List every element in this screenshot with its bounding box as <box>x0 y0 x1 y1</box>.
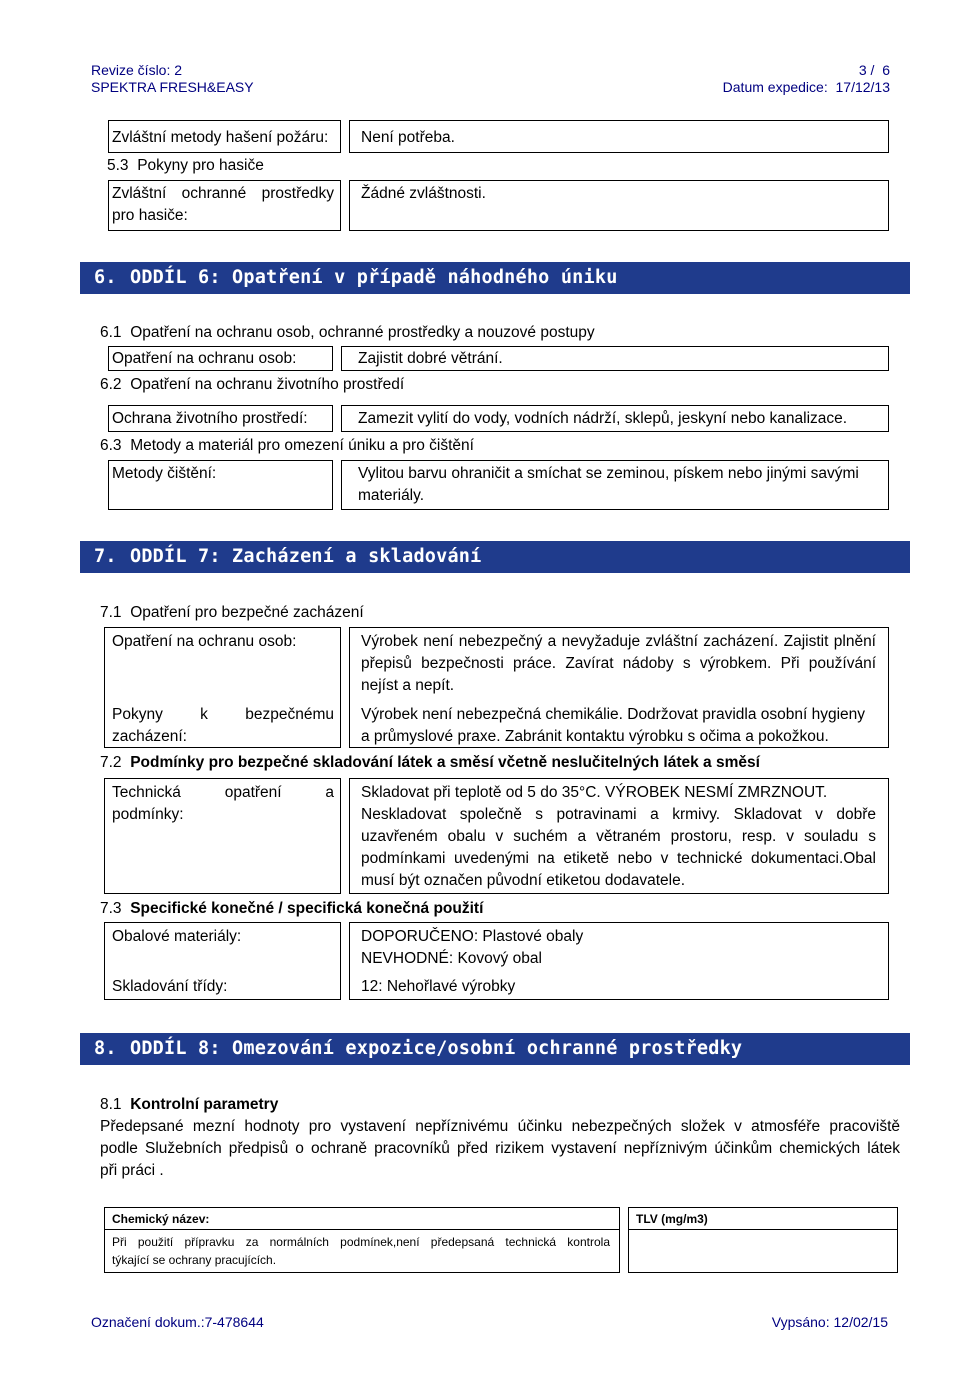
s81-paragraph-line1: Předepsané mezní hodnoty pro vystavení nepříznivému účinku nebezpečných složek v atmosféře pracoviště <box>100 1118 900 1135</box>
s73-packaging-value-line1: DOPORUČENO: Plastové obaly <box>361 928 584 945</box>
section-7-header <box>80 541 910 573</box>
s61-value: Zajistit dobré větrání. <box>358 350 503 367</box>
section-8-header <box>80 1033 910 1065</box>
firefighter-equipment-label-line1: Zvláštní ochranné prostředky <box>112 185 334 202</box>
s72-value-line2: Neskladovat společně s potravinami a krmivy. Skladovat v dobře <box>361 806 876 823</box>
printed-date: Vypsáno: 12/02/15 <box>771 1314 888 1330</box>
chemical-name-header: Chemický název: <box>112 1212 210 1226</box>
s71-protection-label: Opatření na ochranu osob: <box>112 633 297 650</box>
s62-label: Ochrana životního prostředí: <box>112 410 308 427</box>
page-number: 3 / 6 <box>858 62 890 78</box>
subsection-6-1-num: 6.1 <box>100 324 122 341</box>
limits-table-cell-line1: Při použití přípravku za normálních podmínek,není předepsaná technická kontrola <box>112 1235 610 1249</box>
s71-protection-value-line1: Výrobek není nebezpečný a nevyžaduje zvláštní zacházení. Zajistit plnění <box>361 633 876 650</box>
s71-handling-value-line2: a průmyslové praxe. Zabránit kontaktu výrobku s očima a pokožkou. <box>361 728 829 745</box>
subsection-5-3-title: Pokyny pro hasiče <box>137 157 264 174</box>
s73-storage-class-label: Skladování třídy: <box>112 978 228 995</box>
s73-packaging-label: Obalové materiály: <box>112 928 242 945</box>
subsection-6-3 <box>100 436 474 456</box>
s72-value-line4: podmínkami uvedenými na etiketě nebo v technické dokumentaci.Obal <box>361 850 876 867</box>
subsection-7-3-num: 7.3 <box>100 900 122 917</box>
subsection-6-3-num: 6.3 <box>100 437 122 454</box>
s61-label: Opatření na ochranu osob: <box>112 350 297 367</box>
revision-number: Revize číslo: 2 <box>91 62 183 78</box>
section-8-num: 8. <box>94 1038 117 1059</box>
issue-date: Datum expedice: 17/12/13 <box>722 79 890 95</box>
subsection-7-1-title: Opatření pro bezpečné zacházení <box>130 604 364 621</box>
subsection-5-3-num: 5.3 <box>107 157 129 174</box>
s73-storage-class-value: 12: Nehořlavé výrobky <box>361 978 516 995</box>
section-6-header <box>80 262 910 294</box>
s63-value-line1: Vylitou barvu ohraničit a smíchat se zeminou, pískem nebo jinými savými <box>358 465 859 482</box>
s72-value-line3: uzavřeném obalu v suchém a větraném prostoru, resp. v souladu s <box>361 828 876 845</box>
s63-label: Metody čištění: <box>112 465 217 482</box>
subsection-7-1 <box>100 603 364 623</box>
s71-handling-label-line2: zacházení: <box>112 728 187 745</box>
subsection-8-1-num: 8.1 <box>100 1096 122 1113</box>
s81-paragraph-line2: podle Služebních předpisů o ochraně pracovníků před rizikem vystavení nepříznivým účinkům chemických látek <box>100 1140 900 1157</box>
subsection-5-3 <box>107 156 264 176</box>
subsection-8-1 <box>100 1095 278 1115</box>
s72-label-line1: Technická opatření a <box>112 784 334 801</box>
section-8-title: ODDÍL 8: Omezování expozice/osobní ochranné prostředky <box>130 1038 743 1059</box>
s62-value: Zamezit vylití do vody, vodních nádrží, sklepů, jeskyní nebo kanalizace. <box>358 410 848 427</box>
section-7-num: 7. <box>94 546 117 567</box>
subsection-7-2 <box>100 753 760 773</box>
s71-handling-value-line1: Výrobek není nebezpečná chemikálie. Dodržovat pravidla osobní hygieny <box>361 706 866 723</box>
s71-handling-label-line1: Pokyny k bezpečnému <box>112 706 334 723</box>
s71-protection-value-line2: přepisů bezpečnosti práce. Zavírat nádoby s výrobkem. Při používání <box>361 655 876 672</box>
s81-paragraph-line3: při práci . <box>100 1162 164 1179</box>
firefighter-equipment-label-line2: pro hasiče: <box>112 207 188 224</box>
product-name: SPEKTRA FRESH&EASY <box>91 79 254 95</box>
fire-extinguish-value: Není potřeba. <box>361 129 455 146</box>
s63-value-line2: materiály. <box>358 487 425 504</box>
limits-table-header-line-1 <box>104 1229 620 1230</box>
section-7-title: ODDÍL 7: Zacházení a skladování <box>130 546 482 567</box>
s73-packaging-value-line2: NEVHODNÉ: Kovový obal <box>361 950 542 967</box>
subsection-6-2-num: 6.2 <box>100 376 122 393</box>
section-6-title: ODDÍL 6: Opatření v případě náhodného úniku <box>130 267 618 288</box>
tlv-header: TLV (mg/m3) <box>636 1212 708 1226</box>
s72-value-line1: Skladovat při teplotě od 5 do 35°C. VÝROBEK NESMÍ ZMRZNOUT. <box>361 784 828 801</box>
subsection-6-2-title: Opatření na ochranu životního prostředí <box>130 376 405 393</box>
subsection-7-1-num: 7.1 <box>100 604 122 621</box>
subsection-6-1 <box>100 323 595 343</box>
subsection-7-2-num: 7.2 <box>100 754 122 771</box>
subsection-7-3-title: Specifické konečné / specifická konečná použití <box>130 900 484 917</box>
s72-label-line2: podmínky: <box>112 806 184 823</box>
s72-value-line5: musí být označen původní etiketou dodavatele. <box>361 872 685 889</box>
subsection-7-2-title: Podmínky pro bezpečné skladování látek a směsí včetně neslučitelných látek a směsí <box>130 754 760 771</box>
firefighter-equipment-value: Žádné zvláštnosti. <box>361 185 486 202</box>
subsection-7-3 <box>100 899 483 919</box>
fire-extinguish-label: Zvláštní metody hašení požáru: <box>112 129 329 146</box>
subsection-8-1-title: Kontrolní parametry <box>130 1096 279 1113</box>
section-6-num: 6. <box>94 267 117 288</box>
subsection-6-3-title: Metody a materiál pro omezení úniku a pro čištění <box>130 437 474 454</box>
limits-table-cell-line2: týkající se ochrany pracujících. <box>112 1253 277 1267</box>
limits-table-header-line-2 <box>628 1229 898 1230</box>
subsection-6-2 <box>100 375 404 395</box>
subsection-6-1-title: Opatření na ochranu osob, ochranné prostředky a nouzové postupy <box>130 324 595 341</box>
document-id: Označení dokum.:7-478644 <box>91 1314 264 1330</box>
s71-protection-value-line3: nejíst a nepít. <box>361 677 455 694</box>
